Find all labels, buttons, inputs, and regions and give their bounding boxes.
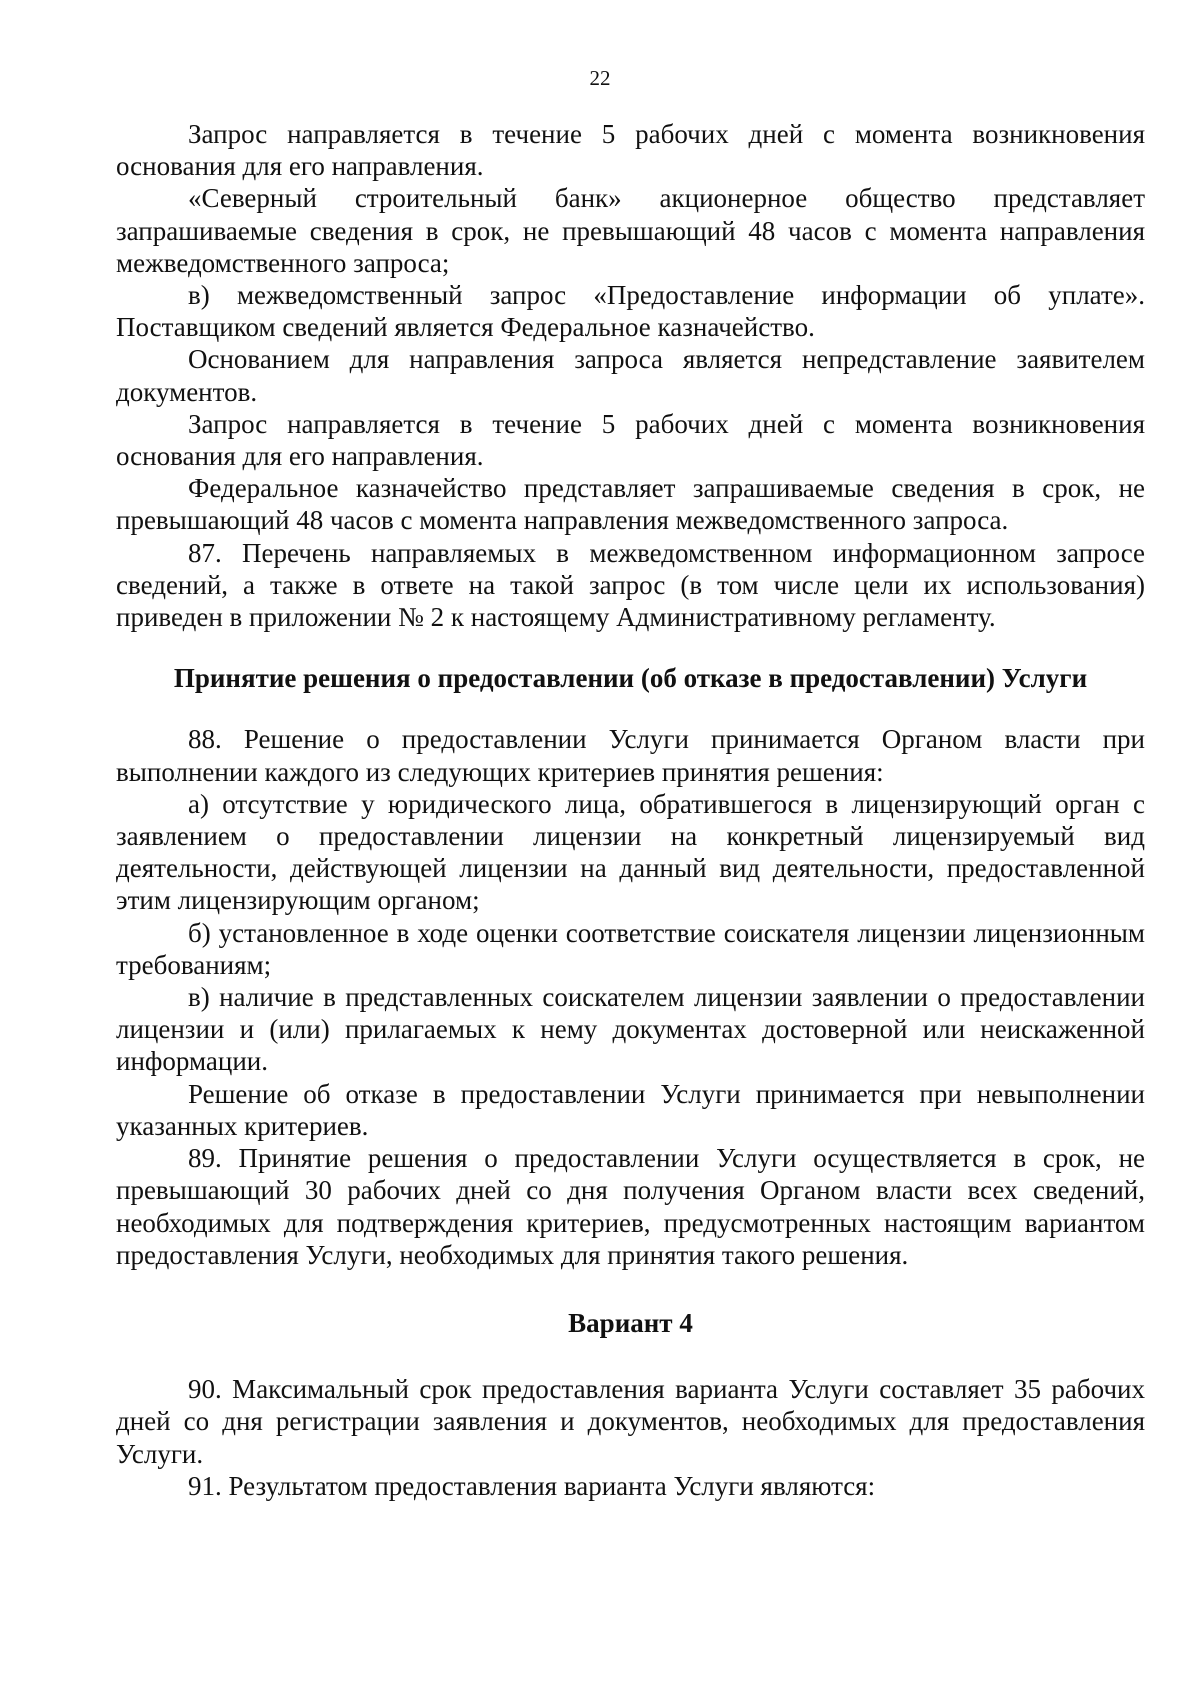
section-heading: Вариант 4 <box>568 1307 693 1338</box>
paragraph: б) установленное в ходе оценки соответствие соискателя лицензии лицензионным требованиям; <box>116 917 1145 980</box>
paragraph: 87. Перечень направляемых в межведомственном информационном запросе сведений, а также в ответе на такой запрос (в том числе цели их использования) приведен в приложении № 2 к настоящему Административному регламенту. <box>116 537 1145 633</box>
paragraph: а) отсутствие у юридического лица, обратившегося в лицензирующий орган с заявлением о предоставлении лицензии на конкретный лицензируемый вид деятельности, действующей лицензии на данный вид деятельности, предоставленной этим лицензирующим органом; <box>116 788 1145 916</box>
page-number: 22 <box>589 66 611 90</box>
section-heading: Принятие решения о предоставлении (об отказе в предоставлении) Услуги <box>173 663 1088 694</box>
paragraph: 91. Результатом предоставления варианта Услуги являются: <box>188 1470 876 1501</box>
paragraph: Запрос направляется в течение 5 рабочих дней с момента возникновения основания для его направления. <box>116 119 1145 182</box>
document-body <box>116 118 1145 1502</box>
paragraph: «Северный строительный банк» акционерное общество представляет запрашиваемые сведения в срок, не превышающий 48 часов с момента направления межведомственного запроса; <box>116 183 1145 278</box>
paragraph: 90. Максимальный срок предоставления варианта Услуги составляет 35 рабочих дней со дня регистрации заявления и документов, необходимых для предоставления Услуги. <box>116 1374 1145 1469</box>
paragraph: 88. Решение о предоставлении Услуги принимается Органом власти при выполнении каждого из следующих критериев принятия решения: <box>116 724 1145 787</box>
paragraph: в) наличие в представленных соискателем лицензии заявлении о предоставлении лицензии и (или) прилагаемых к нему документах достоверной или неискаженной информации. <box>116 982 1145 1077</box>
paragraph: 89. Принятие решения о предоставлении Услуги осуществляется в срок, не превышающий 30 рабочих дней со дня получения Органом власти всех сведений, необходимых для подтверждения критериев, предусмотренных настоящим вариантом предоставления Услуги, необходимых для принятия такого решения. <box>116 1143 1145 1270</box>
paragraph: Решение об отказе в предоставлении Услуги принимается при невыполнении указанных критериев. <box>116 1078 1145 1141</box>
paragraph: в) межведомственный запрос «Предоставление информации об уплате». Поставщиком сведений является Федеральное казначейство. <box>116 280 1145 343</box>
paragraph: Федеральное казначейство представляет запрашиваемые сведения в срок, не превышающий 48 часов с момента направления межведомственного запроса. <box>116 473 1145 536</box>
paragraph: Основанием для направления запроса является непредставление заявителем документов. <box>116 344 1145 407</box>
paragraph: Запрос направляется в течение 5 рабочих дней с момента возникновения основания для его направления. <box>116 408 1145 472</box>
